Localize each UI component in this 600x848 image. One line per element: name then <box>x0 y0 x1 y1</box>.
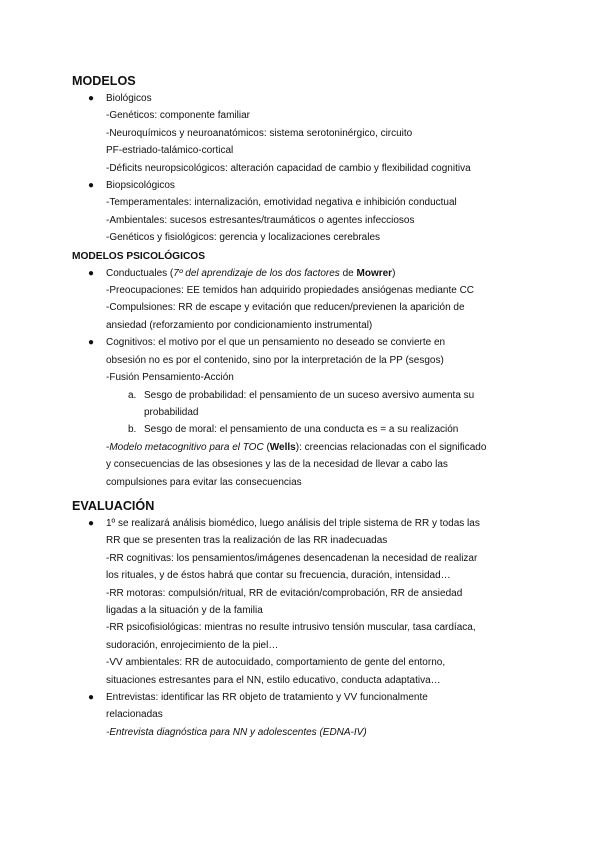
list-line: situaciones estresantes para el NN, estilo educativo, conducta adaptativa… <box>106 674 441 686</box>
bullet-biopsicologicos <box>72 177 532 194</box>
list-line: sudoración, enrojecimiento de la piel… <box>106 639 279 651</box>
document-page <box>72 72 532 741</box>
sublist-text: Sesgo de probabilidad: el pensamiento de un suceso aversivo aumenta su <box>144 389 475 401</box>
bullet-text: Biológicos <box>106 93 152 104</box>
bullet-text-suffix: ) <box>392 267 396 279</box>
list-line: -Genéticos: componente familiar <box>106 110 250 122</box>
bullet-text: 1º se realizará análisis biomédico, luego análisis del triple sistema de RR y todas las <box>106 517 480 529</box>
metacog-italic: Modelo metacognitivo para el TOC <box>109 441 264 453</box>
bullet-text-italic: 7º del aprendizaje de los dos factores <box>173 267 340 279</box>
metacog-bold: Wells <box>269 441 296 453</box>
heading-modelos-psicologicos: MODELOS PSICOLÓGICOS <box>72 250 206 262</box>
list-line: -Fusión Pensamiento-Acción <box>106 372 234 384</box>
bullet-conductuales <box>72 265 532 282</box>
list-line: -RR motoras: compulsión/ritual, RR de evitación/comprobación, RR de ansiedad <box>106 587 463 599</box>
list-line: RR que se presenten tras la realización de las RR inadecuadas <box>106 535 388 547</box>
list-line: PF-estriado-talámico-cortical <box>106 145 234 157</box>
list-line: relacionadas <box>106 709 163 721</box>
sublist-item-a <box>72 387 532 404</box>
bullet-evaluacion-1 <box>72 515 532 532</box>
list-line: ansiedad (reforzamiento por condicionamiento instrumental) <box>106 319 373 331</box>
metacognitive-model-line <box>72 439 532 456</box>
list-line: -Déficits neuropsicológicos: alteración capacidad de cambio y flexibilidad cognitiva <box>106 162 471 174</box>
heading-evaluacion: EVALUACIÓN <box>72 498 155 513</box>
list-line: -RR psicofisiológicas: mientras no resulte intrusivo tensión muscular, tasa cardíaca, <box>106 622 476 634</box>
bullet-text-mid: de <box>339 267 357 279</box>
list-line: -RR cognitivas: los pensamientos/imágenes desencadenan la necesidad de realizar <box>106 552 478 564</box>
list-line: compulsiones para evitar las consecuencias <box>106 476 302 488</box>
bullet-text: Biopsicológicos <box>106 180 175 192</box>
list-line: -Neuroquímicos y neuroanatómicos: sistema serotoninérgico, circuito <box>106 127 413 139</box>
list-line: -Genéticos y fisiológicos: gerencia y localizaciones cerebrales <box>106 232 381 244</box>
bullet-text-prefix: Conductuales ( <box>106 267 174 279</box>
bullet-dot-icon: ● <box>88 267 95 279</box>
sublist-item-b <box>72 421 532 438</box>
metacog-prefix: - <box>106 441 110 453</box>
list-line: -Compulsiones: RR de escape y evitación que reducen/previenen la aparición de <box>106 302 465 314</box>
list-line-italic: -Entrevista diagnóstica para NN y adolescentes (EDNA-IV) <box>106 726 367 738</box>
bullet-text: Cognitivos: el motivo por el que un pensamiento no deseado se convierte en <box>106 337 446 349</box>
bullet-dot-icon: ● <box>88 180 95 192</box>
bullet-dot-icon: ● <box>88 337 95 349</box>
sublist-marker: b. <box>128 424 137 436</box>
bullet-dot-icon: ● <box>88 517 95 529</box>
bullet-dot-icon: ● <box>88 93 95 104</box>
list-line: -VV ambientales: RR de autocuidado, comportamiento de gente del entorno, <box>106 657 446 669</box>
bullet-text: Entrevistas: identificar las RR objeto de tratamiento y VV funcionalmente <box>106 692 428 703</box>
bullet-biologicos <box>72 90 532 107</box>
bullet-dot-icon: ● <box>88 692 95 703</box>
bullet-text-bold: Mowrer <box>356 267 393 279</box>
list-line: -Temperamentales: internalización, emotividad negativa e inhibición conductual <box>106 197 457 209</box>
bullet-cognitivos <box>72 334 532 351</box>
list-line: -Preocupaciones: EE temidos han adquirido propiedades ansiógenas mediante CC <box>106 285 475 297</box>
list-line: ligadas a la situación y de la familia <box>106 604 263 616</box>
metacog-mid: ( <box>263 441 270 453</box>
sublist-text: Sesgo de moral: el pensamiento de una conducta es = a su realización <box>144 424 459 436</box>
heading-modelos: MODELOS <box>72 74 136 88</box>
list-line: obsesión no es por el contenido, sino por la interpretación de la PP (sesgos) <box>106 354 444 366</box>
sublist-continuation: probabilidad <box>144 406 199 418</box>
metacog-suffix: ): creencias relacionadas con el significado <box>295 441 487 453</box>
sublist-marker: a. <box>128 389 137 401</box>
list-line: los rituales, y de éstos habrá que contar su frecuencia, duración, intensidad… <box>106 570 451 582</box>
bullet-evaluacion-2 <box>72 689 532 706</box>
list-line: -Ambientales: sucesos estresantes/traumáticos o agentes infecciosos <box>106 214 415 226</box>
list-line: y consecuencias de las obsesiones y las de la necesidad de llevar a cabo las <box>106 459 448 471</box>
